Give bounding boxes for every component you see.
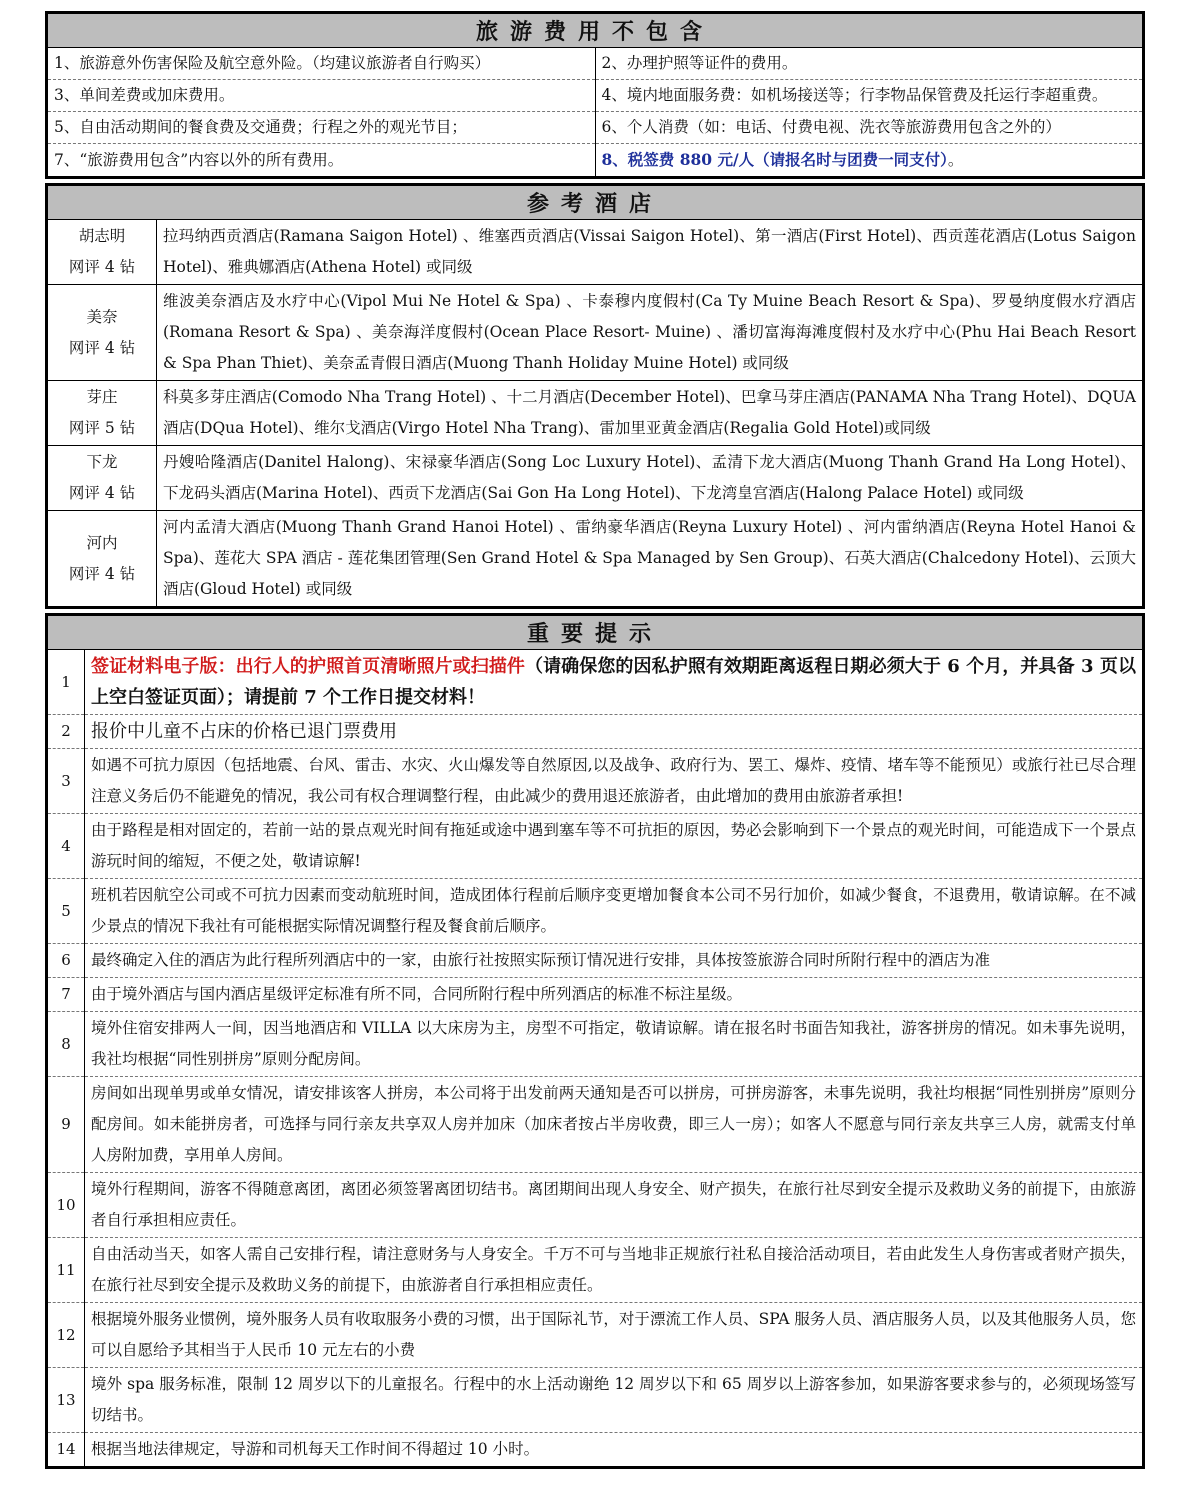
tip-number: 9 [48,1077,85,1173]
tip-text: 如遇不可抗力原因（包括地震、台风、雷击、水灾、火山爆发等自然原因,以及战争、政府行为、罢工、爆炸、疫情、堵车等不能预见）或旅行社已尽合理注意义务后仍不能避免的情况，我公司有权合理调整行程，由此减少的费用退还旅游者，由此增加的费用由旅游者承担! [85,749,1143,814]
exclusion-item: 2、办理护照等证件的费用。 [601,54,798,72]
table-row [48,1238,1142,1303]
table-row [48,879,1142,944]
tip-number: 12 [48,1303,85,1368]
tip-text: 最终确定入住的酒店为此行程所列酒店中的一家，由旅行社按照实际预订情况进行安排，具体按签旅游合同时所附行程中的酒店为准 [85,944,1143,978]
exclusion-item: 4、境内地面服务费：如机场接送等；行李物品保管费及托运行李超重费。 [595,80,1142,112]
tip-text: 由于路程是相对固定的，若前一站的景点观光时间有拖延或途中遇到塞车等不可抗拒的原因，势必会影响到下一个景点的观光时间，可能造成下一个景点游玩时间的缩短，不便之处，敬请谅解! [85,814,1143,879]
city-name: 胡志明 [78,227,126,245]
exclusion-item: 6、个人消费（如：电话、付费电视、洗衣等旅游费用包含之外的） [595,112,1142,144]
city-cell [48,511,157,607]
city-cell [48,381,157,446]
visa-materials-highlight: 签证材料电子版：出行人的护照首页清晰照片或扫描件 [91,656,526,677]
table-row [48,144,1142,177]
exclusions-section [45,11,1145,179]
city-name: 下龙 [86,453,118,471]
tips-section [45,613,1145,1469]
table-row [48,944,1142,978]
table-row [48,978,1142,1012]
tip-number: 1 [48,650,85,715]
table-row [48,1303,1142,1368]
table-row [48,1368,1142,1433]
tip-number: 13 [48,1368,85,1433]
city-rating: 网评 4 钻 [68,484,136,502]
tip-number: 3 [48,749,85,814]
tip-text: 自由活动当天，如客人需自己安排行程，请注意财务与人身安全。千万不可与当地非正规旅行社私自接洽活动项目，若由此发生人身伤害或者财产损失，在旅行社尽到安全提示及救助义务的前提下，由旅游者自行承担相应责任。 [85,1238,1143,1303]
hotel-list: 丹嫂哈隆酒店(Danitel Halong)、宋禄豪华酒店(Song Loc Luxury Hotel)、孟清下龙大酒店(Muong Thanh Grand Ha Long Hotel)、下龙码头酒店(Marina Hotel)、西贡下龙酒店(Sai Gon Ha Long Hotel)、下龙湾皇宫酒店(Halong Palace Hotel) 或同级 [157,446,1143,511]
table-row [48,1173,1142,1238]
table-row [48,381,1142,446]
hotel-list: 维波美奈酒店及水疗中心(Vipol Mui Ne Hotel & Spa) 、卡泰穆内度假村(Ca Ty Muine Beach Resort & Spa)、罗曼纳度假水疗酒店(Romana Resort & Spa) 、美奈海洋度假村(Ocean Place Resort- Muine) 、潘切富海海滩度假村及水疗中心(Phu Hai Beach Resort & Spa Phan Thiet)、美奈孟青假日酒店(Muong Thanh Holiday Muine Hotel) 或同级 [157,285,1143,381]
table-row [48,112,1142,144]
exclusion-item: 5、自由活动期间的餐食费及交通费；行程之外的观光节目； [48,112,595,144]
tip-number: 8 [48,1012,85,1077]
tip-text: 境外 spa 服务标准，限制 12 周岁以下的儿童报名。行程中的水上活动谢绝 12 周岁以下和 65 周岁以上游客参加，如果游客要求参与的，必须现场签写切结书。 [85,1368,1143,1433]
exclusion-item: 7、“旅游费用包含”内容以外的所有费用。 [48,144,595,177]
tip-number: 11 [48,1238,85,1303]
tip-number: 2 [48,715,85,749]
table-row [48,220,1142,285]
table-row [48,814,1142,879]
table-row [48,48,1142,80]
city-name: 美奈 [86,307,118,326]
hotel-list: 拉玛纳西贡酒店(Ramana Saigon Hotel) 、维塞西贡酒店(Vissai Saigon Hotel)、第一酒店(First Hotel)、西贡莲花酒店(Lotus Saigon Hotel)、雅典娜酒店(Athena Hotel) 或同级 [163,227,1136,276]
table-row [48,749,1142,814]
exclusions-title: 旅游费用不包含 [48,14,1142,48]
hotels-section [45,183,1145,609]
hotels-table [48,220,1142,606]
tip-text [85,650,1143,715]
city-rating: 网评 4 钻 [68,338,136,357]
table-row [48,650,1142,715]
city-name: 芽庄 [86,388,118,406]
tip-text: 房间如出现单男或单女情况，请安排该客人拼房，本公司将于出发前两天通知是否可以拼房，可拼房游客，未事先说明，我社均根据“同性别拼房”原则分配房间。如未能拼房者，可选择与同行亲友共享双人房并加床（加床者按占半房收费，即三人一房）；如客人不愿意与同行亲友共享三人房，就需支付单人房附加费，享用单人房间。 [85,1077,1143,1173]
tip-number: 7 [48,978,85,1012]
table-row [48,80,1142,112]
tips-table [48,650,1142,1466]
city-rating: 网评 5 钻 [68,419,136,437]
hotel-list: 科莫多芽庄酒店(Comodo Nha Trang Hotel) 、十二月酒店(December Hotel)、巴拿马芽庄酒店(PANAMA Nha Trang Hotel)、DQUA 酒店(DQua Hotel)、维尔戈酒店(Virgo Hotel Nha Trang)、雷加里亚黄金酒店(Regalia Gold Hotel)或同级 [157,381,1143,446]
tip-text: 报价中儿童不占床的价格已退门票费用 [85,715,1143,749]
tip-number: 10 [48,1173,85,1238]
visa-fee-note: 税签费 880 元/人（请报名时与团费一同支付） [627,150,948,169]
city-rating: 网评 4 钻 [68,564,136,583]
table-row [48,285,1142,381]
table-row [48,1433,1142,1467]
tip-text: 由于境外酒店与国内酒店星级评定标准有所不同，合同所附行程中所列酒店的标准不标注星级。 [85,978,1143,1012]
city-cell [48,220,157,285]
city-rating: 网评 4 钻 [68,258,136,276]
visa-materials-detail: （请确保您的因私护照有效期距离返程日期必须大于 6 个月，并具备 3 页以上空白签证页面）；请提前 7 个工作日提交材料！ [91,656,1136,708]
tip-text: 境外行程期间，游客不得随意离团，离团必须签署离团切结书。离团期间出现人身安全、财产损失，在旅行社尽到安全提示及救助义务的前提下，由旅游者自行承担相应责任。 [85,1173,1143,1238]
tip-number: 6 [48,944,85,978]
tip-text: 班机若因航空公司或不可抗力因素而变动航班时间，造成团体行程前后顺序变更增加餐食本公司不另行加价，如减少餐食，不退费用，敬请谅解。在不减少景点的情况下我社有可能根据实际情况调整行程及餐食前后顺序。 [85,879,1143,944]
exclusions-table [48,48,1142,176]
hotels-title: 参考酒店 [48,186,1142,220]
city-cell [48,285,157,381]
document [45,11,1145,1473]
table-row [48,446,1142,511]
tip-text: 境外住宿安排两人一间，因当地酒店和 VILLA 以大床房为主，房型不可指定，敬请谅解。请在报名时书面告知我社，游客拼房的情况。如未事先说明，我社均根据“同性别拼房”原则分配房间。 [85,1012,1143,1077]
table-row [48,1012,1142,1077]
city-cell [48,446,157,511]
tips-title: 重要提示 [48,616,1142,650]
tip-text: 根据境外服务业惯例，境外服务人员有收取服务小费的习惯，出于国际礼节，对于漂流工作人员、SPA 服务人员、酒店服务人员，以及其他服务人员，您可以自愿给予其相当于人民币 10 元左右的小费 [85,1303,1143,1368]
city-name: 河内 [86,533,118,552]
tip-number: 5 [48,879,85,944]
tip-text: 根据当地法律规定，导游和司机每天工作时间不得超过 10 小时。 [85,1433,1143,1467]
exclusion-item: 1、旅游意外伤害保险及航空意外险。（均建议旅游者自行购买） [48,48,595,80]
table-row [48,715,1142,749]
tip-number: 14 [48,1433,85,1467]
exclusion-item: 3、单间差费或加床费用。 [48,80,595,112]
visa-suffix: 。 [947,151,964,169]
table-row [48,511,1142,607]
tip-number: 4 [48,814,85,879]
table-row [48,1077,1142,1173]
exclusion-item-visa [595,144,1142,177]
visa-prefix: 8、 [601,150,628,169]
hotel-list: 河内孟清大酒店(Muong Thanh Grand Hanoi Hotel) 、雷纳豪华酒店(Reyna Luxury Hotel) 、河内雷纳酒店(Reyna Hotel Hanoi & Spa)、莲花大 SPA 酒店 - 莲花集团管理(Sen Grand Hotel & Spa Managed by Sen Group)、石英大酒店(Chalcedony Hotel)、云顶大酒店(Gloud Hotel) 或同级 [157,511,1143,607]
